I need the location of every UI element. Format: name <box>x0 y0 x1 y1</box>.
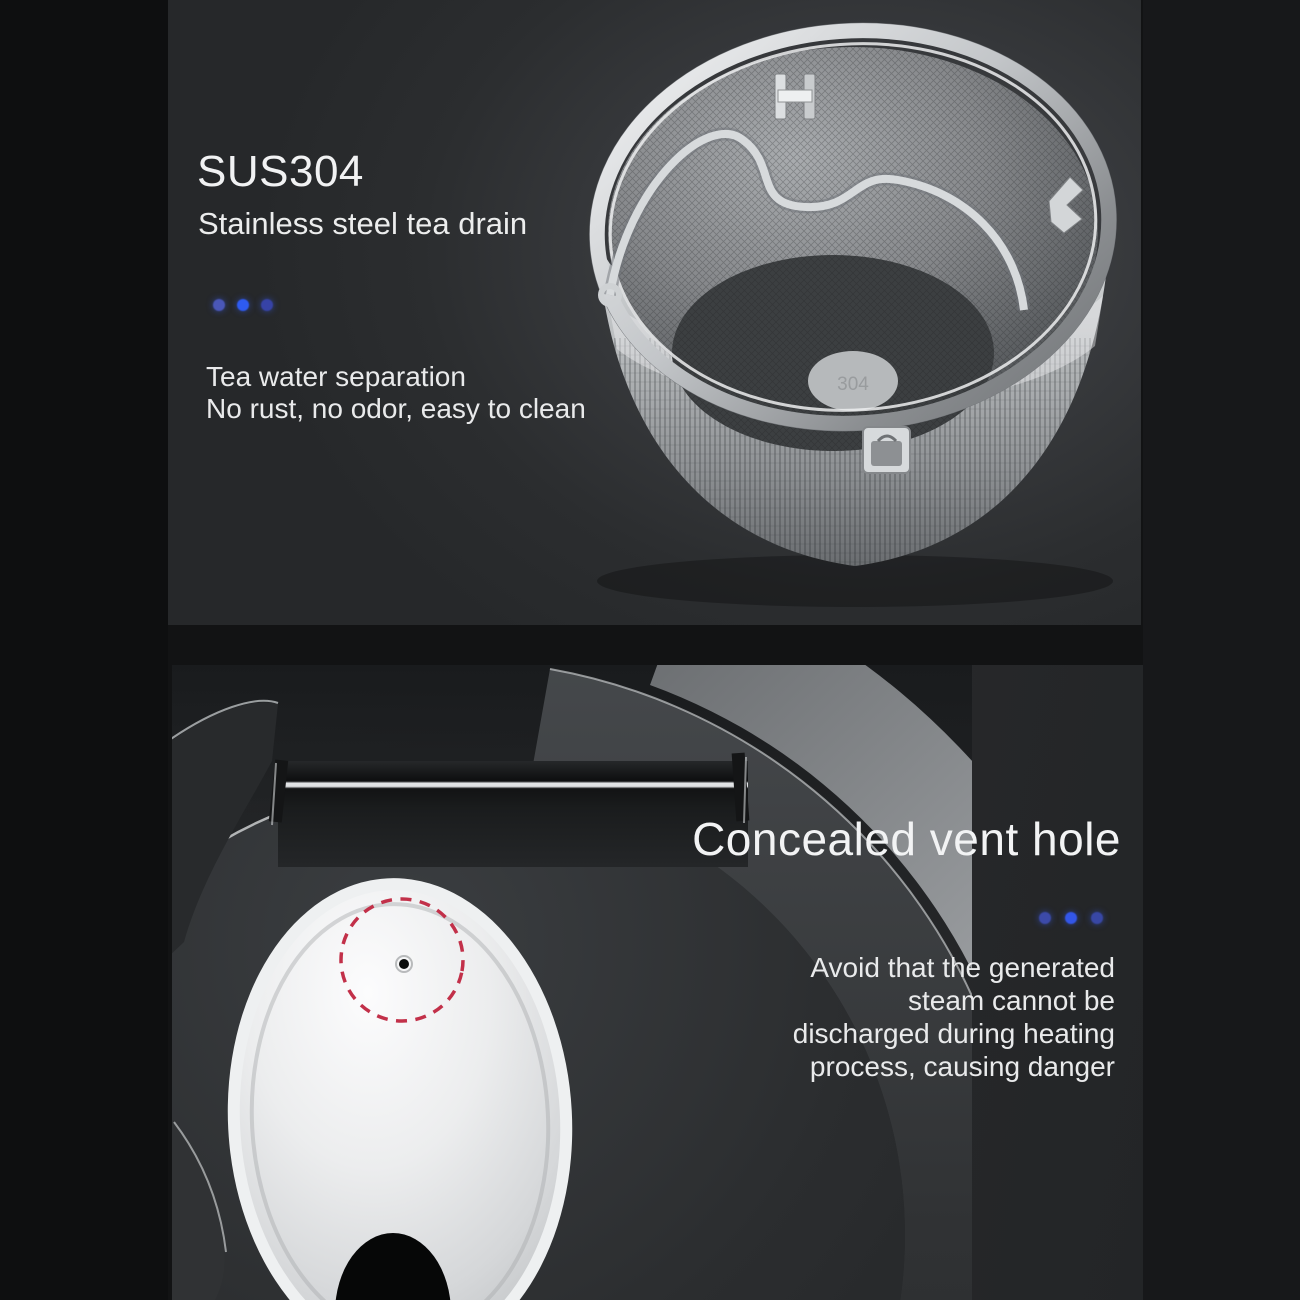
description-line: Tea water separation <box>206 361 466 392</box>
description-line: Avoid that the generated <box>810 952 1115 983</box>
dot-icon <box>1091 912 1103 924</box>
bottom-panel-title: Concealed vent hole <box>692 813 1121 865</box>
dot-icon <box>1039 912 1051 924</box>
vent-hole <box>399 959 409 969</box>
blue-dots-separator <box>1039 912 1103 924</box>
blue-dots-separator <box>213 299 273 311</box>
bottom-text-block <box>691 813 1121 866</box>
lid-handle-bar <box>269 753 750 867</box>
bottom-panel-vent-hole <box>172 665 1143 1300</box>
left-margin-band <box>0 0 168 1300</box>
bottom-panel-description <box>793 951 1115 1083</box>
right-margin-band <box>1143 0 1300 1300</box>
wall-latch <box>863 427 910 473</box>
top-panel-description <box>206 361 586 425</box>
description-line: process, causing danger <box>809 1051 1115 1082</box>
description-line: No rust, no odor, easy to clean <box>206 393 586 424</box>
top-panel-subtitle: Stainless steel tea drain <box>198 206 528 241</box>
top-panel-tea-strainer <box>168 0 1141 625</box>
dot-icon <box>261 299 273 311</box>
dot-icon <box>237 299 249 311</box>
strainer-photo <box>538 0 1141 625</box>
description-line: steam cannot be <box>907 985 1115 1016</box>
dot-icon <box>213 299 225 311</box>
description-line: discharged during heating <box>792 1018 1115 1049</box>
stamp-label: 304 <box>837 374 869 395</box>
top-panel-title: SUS304 <box>197 147 364 196</box>
dot-icon <box>1065 912 1077 924</box>
